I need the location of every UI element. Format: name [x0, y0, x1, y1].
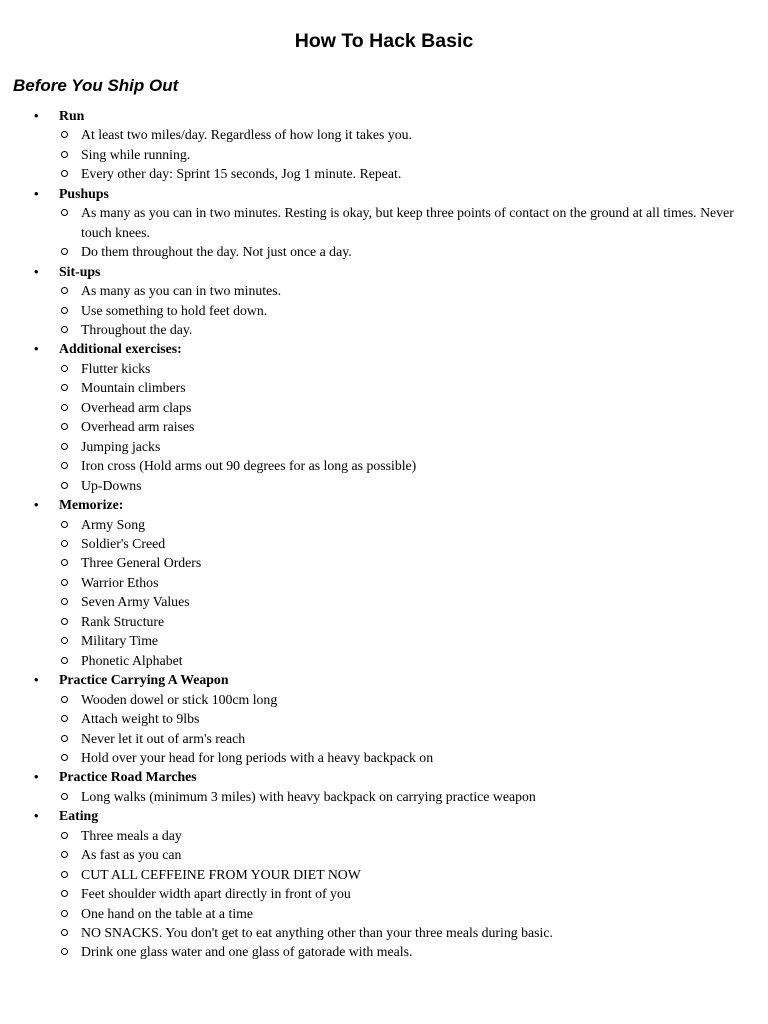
list-item: NO SNACKS. You don't get to eat anything other than your three meals during basic.: [59, 923, 768, 942]
sub-list: [59, 281, 768, 339]
list-item: Three meals a day: [59, 826, 768, 845]
sub-list: [59, 515, 768, 671]
list-item: Never let it out of arm's reach: [59, 729, 768, 748]
list-item: Feet shoulder width apart directly in front of you: [59, 884, 768, 903]
list-item: As fast as you can: [59, 845, 768, 864]
list-item: Soldier's Creed: [59, 534, 768, 553]
topic-item: [0, 806, 768, 962]
list-item: Rank Structure: [59, 612, 768, 631]
sub-list: [59, 359, 768, 495]
list-item: Up-Downs: [59, 476, 768, 495]
topic-list: [0, 106, 768, 962]
list-item: Three General Orders: [59, 553, 768, 572]
topic-item: [0, 262, 768, 340]
list-item: Military Time: [59, 631, 768, 650]
topic-item: [0, 495, 768, 670]
topic-label: • Run: [59, 108, 85, 123]
list-item: Jumping jacks: [59, 437, 768, 456]
list-item: Drink one glass water and one glass of gatorade with meals.: [59, 942, 768, 961]
list-item: As many as you can in two minutes.: [59, 281, 768, 300]
list-item: Wooden dowel or stick 100cm long: [59, 690, 768, 709]
sub-list: [59, 125, 768, 183]
list-item: Use something to hold feet down.: [59, 301, 768, 320]
list-item: One hand on the table at a time: [59, 904, 768, 923]
topic-item: [0, 184, 768, 262]
topic-label: • Additional exercises:: [59, 341, 182, 357]
sub-list: [59, 203, 768, 261]
sub-list: [59, 826, 768, 962]
sub-list: [59, 787, 768, 806]
sub-list: [59, 690, 768, 768]
list-item: Army Song: [59, 515, 768, 534]
topic-item: [0, 767, 768, 806]
list-item: Throughout the day.: [59, 320, 768, 339]
list-item: CUT ALL CEFFEINE FROM YOUR DIET NOW: [59, 865, 768, 884]
section-heading: Before You Ship Out: [13, 76, 179, 95]
list-item: Warrior Ethos: [59, 573, 768, 592]
list-item: Do them throughout the day. Not just once a day.: [59, 242, 768, 261]
topic-item: [0, 339, 768, 495]
topic-label: • Practice Carrying A Weapon: [59, 672, 229, 688]
topic-label: • Eating: [59, 808, 99, 824]
list-item: Flutter kicks: [59, 359, 768, 378]
list-item: Overhead arm claps: [59, 398, 768, 417]
list-item: At least two miles/day. Regardless of how long it takes you.: [59, 125, 768, 144]
list-item: Hold over your head for long periods with a heavy backpack on: [59, 748, 768, 767]
topic-label: • Sit-ups: [59, 263, 101, 279]
list-item: Phonetic Alphabet: [59, 651, 768, 670]
list-item: Iron cross (Hold arms out 90 degrees for as long as possible): [59, 456, 768, 475]
topic-label: • Memorize:: [59, 497, 124, 513]
topic-item: [0, 670, 768, 767]
list-item: Long walks (minimum 3 miles) with heavy backpack on carrying practice weapon: [59, 787, 768, 806]
list-item: Overhead arm raises: [59, 417, 768, 436]
list-item: Attach weight to 9lbs: [59, 709, 768, 728]
topic-label: • Pushups: [59, 185, 109, 201]
document-title: How To Hack Basic: [294, 30, 474, 52]
topic-item: [0, 106, 768, 184]
list-item: Seven Army Values: [59, 592, 768, 611]
list-item: Every other day: Sprint 15 seconds, Jog 1 minute. Repeat.: [59, 164, 768, 183]
topic-label: • Practice Road Marches: [59, 769, 197, 785]
list-item: As many as you can in two minutes. Resting is okay, but keep three points of contact on the ground at all times. Never touch knees.: [59, 203, 768, 242]
list-item: Mountain climbers: [59, 378, 768, 397]
list-item: Sing while running.: [59, 145, 768, 164]
